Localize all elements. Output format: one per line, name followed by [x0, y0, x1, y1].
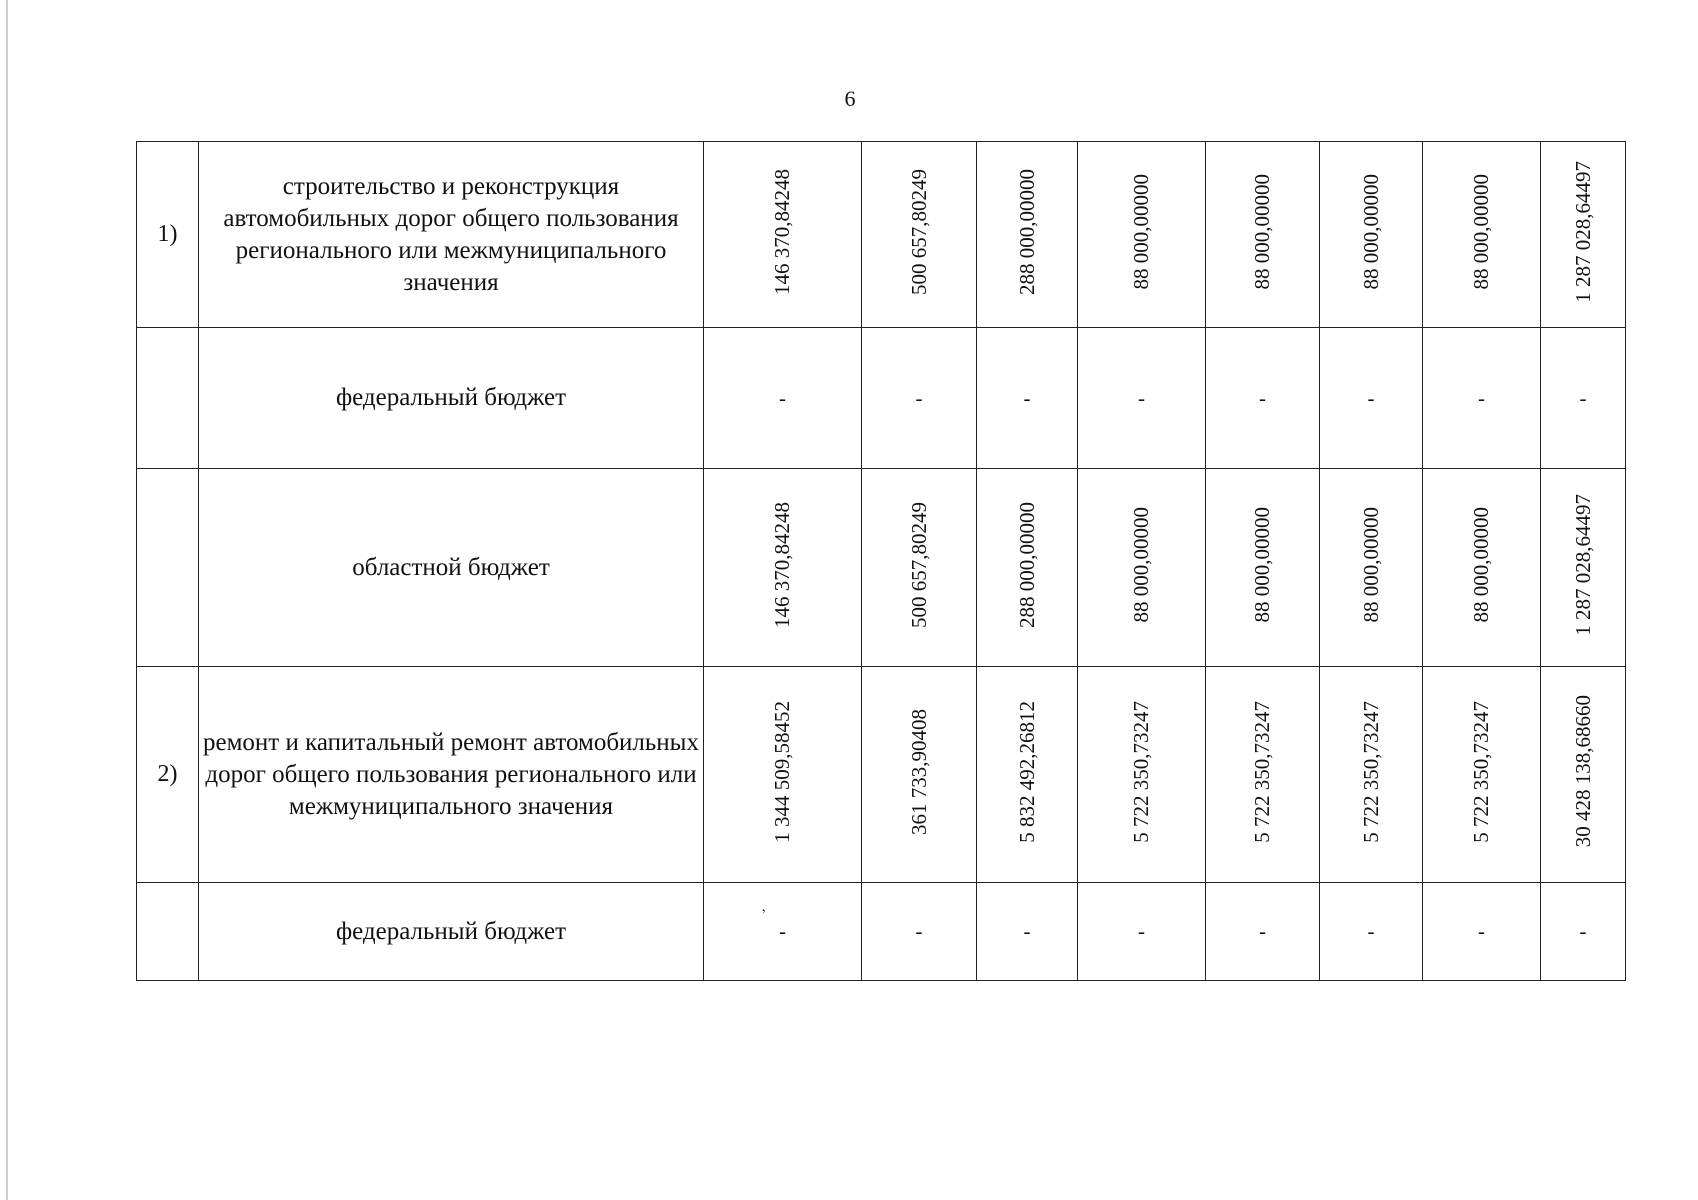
row-label: федеральный бюджет — [199, 883, 704, 981]
cell-value: 88 000,00000 — [1129, 506, 1153, 623]
row-number: 2) — [137, 667, 199, 883]
row-number: 1) — [137, 142, 199, 328]
cell-value: 88 000,00000 — [1469, 173, 1493, 290]
value-cell — [1320, 883, 1423, 981]
row-label: областной бюджет — [199, 469, 704, 667]
empty-value-dash: - — [779, 919, 786, 943]
value-cell — [1206, 883, 1320, 981]
value-cell — [1206, 469, 1320, 667]
table-row — [137, 883, 1626, 981]
cell-value: 146 370,84248 — [770, 501, 794, 628]
empty-value-dash: - — [1259, 385, 1266, 410]
cell-value: 88 000,00000 — [1250, 173, 1274, 290]
value-cell — [977, 469, 1078, 667]
empty-value-dash: - — [1367, 385, 1375, 410]
value-cell — [704, 883, 862, 981]
empty-value-dash: - — [1367, 919, 1375, 943]
value-cell — [1423, 667, 1541, 883]
value-cell — [704, 328, 862, 469]
value-cell — [1541, 469, 1626, 667]
cell-value: 288 000,00000 — [1014, 501, 1039, 628]
value-cell — [1078, 142, 1206, 328]
row-label: федеральный бюджет — [199, 328, 704, 469]
page-number: 6 — [844, 86, 856, 111]
cell-value: 288 000,00000 — [1014, 168, 1039, 295]
value-cell — [1541, 883, 1626, 981]
empty-value-dash: - — [779, 385, 786, 410]
cell-value: 88 000,00000 — [1129, 173, 1153, 290]
cell-value: 88 000,00000 — [1358, 173, 1383, 290]
value-cell — [862, 667, 977, 883]
value-cell — [977, 142, 1078, 328]
cell-value: 146 370,84248 — [770, 168, 794, 295]
empty-value-dash: - — [1478, 385, 1485, 410]
empty-value-dash: - — [1579, 385, 1587, 410]
table-row — [137, 328, 1626, 469]
value-cell — [1541, 667, 1626, 883]
value-cell — [1423, 469, 1541, 667]
row-number — [137, 883, 199, 981]
value-cell — [1423, 328, 1541, 469]
scan-edge-line — [6, 0, 8, 1200]
value-cell — [1541, 328, 1626, 469]
value-cell — [1206, 328, 1320, 469]
cell-value: 500 657,80249 — [906, 168, 931, 295]
cell-value: 88 000,00000 — [1250, 506, 1274, 623]
value-cell — [1320, 328, 1423, 469]
cell-value: 1 287 028,64497 — [1570, 493, 1595, 636]
cell-value: 5 832 492,26812 — [1014, 700, 1039, 843]
cell-value: 88 000,00000 — [1469, 506, 1493, 623]
cell-value: 30 428 138,68660 — [1570, 695, 1595, 848]
empty-value-dash: - — [1579, 919, 1587, 943]
value-cell — [977, 883, 1078, 981]
value-cell — [1078, 667, 1206, 883]
cell-value: 5 722 350,73247 — [1250, 700, 1274, 843]
value-cell — [977, 667, 1078, 883]
empty-value-dash: - — [1023, 919, 1031, 943]
row-label: ремонт и капитальный ремонт автомобильных дорог общего пользования регионального или межмуниципального значения — [199, 667, 704, 883]
cell-value: 88 000,00000 — [1358, 506, 1383, 623]
value-cell — [704, 667, 862, 883]
empty-value-dash: - — [915, 919, 923, 943]
value-cell — [862, 469, 977, 667]
empty-value-dash: - — [1023, 385, 1031, 410]
empty-value-dash: - — [1478, 919, 1485, 943]
cell-value: 1 344 509,58452 — [770, 700, 794, 843]
value-cell — [1206, 667, 1320, 883]
value-cell — [1078, 328, 1206, 469]
cell-value: 5 722 350,73247 — [1469, 700, 1493, 843]
value-cell — [1423, 883, 1541, 981]
value-cell — [1078, 883, 1206, 981]
value-cell — [1320, 667, 1423, 883]
value-cell — [1320, 142, 1423, 328]
table-row — [137, 667, 1626, 883]
empty-value-dash: - — [915, 385, 923, 410]
value-cell — [862, 142, 977, 328]
value-cell — [862, 328, 977, 469]
budget-table — [136, 141, 1626, 981]
value-cell — [1078, 469, 1206, 667]
empty-value-dash: - — [1138, 385, 1145, 410]
value-cell — [1541, 142, 1626, 328]
value-cell — [862, 883, 977, 981]
empty-value-dash: - — [1259, 919, 1266, 943]
row-number — [137, 469, 199, 667]
cell-value: 500 657,80249 — [906, 501, 931, 628]
value-cell — [1320, 469, 1423, 667]
stray-pen-mark: , — [758, 899, 767, 916]
table-body — [137, 142, 1626, 981]
value-cell — [1423, 142, 1541, 328]
row-label: строительство и реконструкция автомобильных дорог общего пользования регионального или межмуниципального значения — [199, 142, 704, 328]
value-cell — [977, 328, 1078, 469]
cell-value: 361 733,90408 — [906, 708, 931, 835]
table-row — [137, 142, 1626, 328]
cell-value: 5 722 350,73247 — [1129, 700, 1153, 843]
value-cell — [704, 142, 862, 328]
value-cell — [704, 469, 862, 667]
table-row — [137, 469, 1626, 667]
empty-value-dash: - — [1138, 919, 1145, 943]
row-number — [137, 328, 199, 469]
cell-value: 1 287 028,64497 — [1570, 160, 1595, 303]
cell-value: 5 722 350,73247 — [1358, 700, 1383, 843]
value-cell — [1206, 142, 1320, 328]
